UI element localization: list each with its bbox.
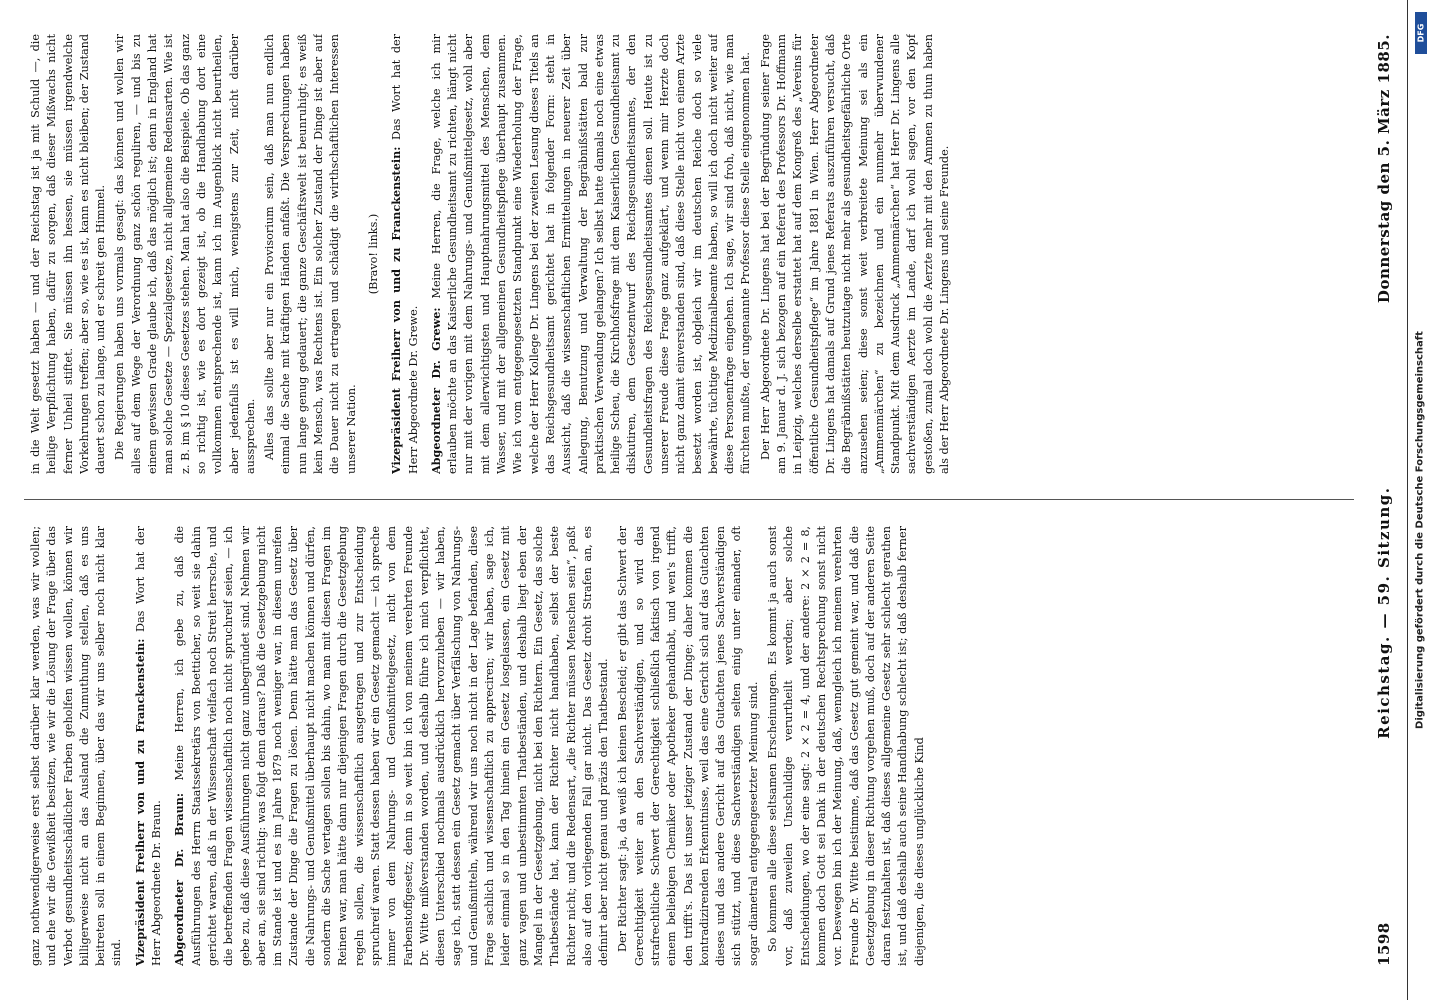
paragraph: Alles das sollte aber nur ein Provisorium sein, daß man nun endlich einmal die Sache mit kräftigen Händen anfaßt. Die Versprechungen haben nun lange genug gedauert; die ganze Geschäftswelt ist beunruhigt; es weiß kein Mensch, was Rechtens ist. Ein solcher Zustand der Dinge ist aber auf die Dauer nicht zu ertragen und schädigt die wirthschaftlichen Interessen unserer Nation. — [263, 34, 358, 474]
dfg-logo — [1415, 12, 1427, 54]
speaker-name: Vizepräsident Freiherr von und zu Franckenstein: — [132, 638, 147, 966]
speaker-paragraph — [388, 34, 422, 474]
paragraph: So kommen alle diese seltsamen Erscheinungen. Es kommt ja auch sonst vor, daß zuweilen Unschuldige verurtheilt werden; aber solche Entscheidungen, wo der eine sagt: 2 × 2 = 4, und der andere: 2 × 2 = 8, kommen doch Gott sei Dank in der deutschen Rechtsprechung sonst nicht vor. Deswegen bin ich der Meinung, daß, wenngleich ich meinem verehrten Freunde Dr. Witte beistimme, daß das Gesetz gut gemeint war, und daß die Gesetzgebung in dieser Richtung vorgehen muß, doch auf der anderen Seite daran festzuhalten ist, daß dieses allgemeine Gesetz sehr schlecht gerathen ist, und daß deshalb auch seine Handhabung schlecht ist; daß deshalb ferner diejenigen, die dieses unglückliche Kind — [766, 526, 926, 966]
digitization-note — [1412, 70, 1428, 990]
speaker-name: Abgeordneter Dr. Grewe: — [428, 307, 443, 474]
paragraph: Der Richter sagt: ja, da weiß ich keinen Bescheid; er gibt das Schwert der Gerechtigkeit weiter an den Sachverständigen, und so wird das strafrechtliche Schwert der Gerechtigkeit schließlich faktisch von irgend einem beliebigen Chemiker oder Apotheker gehandhabt, und wen's trifft, den trifft's. Das ist unser jetziger Zustand der Dinge; daher kommen die kontradizirenden Erkenntnisse, weil das eine Gericht sich auf das Gutachten dieses und das andere Gericht auf das Gutachten jenes Sachverständigen sich stützt, und diese Sachverständigen selten einig unter einander, oft sogar diametral entgegengesetzter Meinung sind. — [616, 526, 760, 966]
speech-text: Das Wort hat der Herr Abgeordnete Dr. Braun. — [133, 526, 164, 966]
speaker-name: Abgeordneter Dr. Braun: — [172, 792, 187, 966]
speech-text: Das Wort hat der Herr Abgeordnete Dr. Grewe. — [390, 34, 420, 474]
dfg-logo-text: DFG — [1416, 23, 1426, 43]
paragraph: Der Herr Abgeordnete Dr. Lingens hat bei der Begründung seiner Frage am 9. Januar d. J. sich bezogen auf ein Referat des Professors Dr. Hoffmann in Leipzig, welches derselbe erstattet hat auf dem Kongreß des „Vereins für öffentliche Gesundheitspflege“ im Jahre 1881 in Wien. Herr Abgeordneter Dr. Lingens hat damals auf Grund jenes Referats auszuführen versucht, daß die Begräbnißstätten heutzutage nicht mehr als gesundheitsgefährliche Orte anzusehen seien; diese sonst weit verbreitete Meinung sei als ein „Ammenmärchen“ zu bezeichnen und ein nunmehr überwundener Standpunkt. Mit dem Ausdruck „Ammenmärchen“ hat Herr Dr. Lingens alle sachverständigen Aerzte im Lande, darf ich wohl sagen, vor den Kopf gestoßen, zumal doch wohl die Aerzte mehr mit den Ammen zu thun haben als der Herr Abgeordnete Dr. Lingens und seine Freunde. — [758, 34, 952, 474]
session-title: Reichstag. — 59. Sitzung. — [1374, 486, 1393, 739]
right-column — [28, 34, 1348, 474]
left-column — [28, 526, 1348, 966]
speaker-paragraph — [132, 526, 166, 966]
paragraph: Die Regierungen haben uns vormals gesagt: das können und wollen wir alles auf dem Wege der Verordnung ganz schön reguliren, — und bis zu einem gewissen Grade glaube ich, daß das möglich ist; denn in England hat man solche Gesetze — Spezialgesetze, nicht allgemeine Redensarten. Wie ist z. B. im § 10 dieses Gesetzes stehen. Man hat also die Beispiele. Ob das ganz so richtig ist, wie es dort gezeigt ist, ob die Handhabung dort eine vollkommen entsprechende ist, kann ich im Augenblick nicht beurtheilen, aber jedenfalls ist es will mich, wenigstens zur Zeit, nicht darüber aussprechen. — [113, 34, 257, 474]
speaker-name: Vizepräsident Freiherr von und zu Franckenstein: — [389, 146, 404, 474]
page-number: 1598 — [1374, 922, 1393, 966]
paragraph: in die Welt gesetzt haben — und der Reichstag ist ja mit Schuld —, die heilige Verpflichtung haben, dafür zu sorgen, daß dieser Mißwachs nicht ferner Unheil stiftet. Sie müssen ihn hessen, sie müssen irgendwelche Vorkehrungen treffen; aber so, wie es ist, kann es nicht bleiben; der Zustand dauert schon zu lange, und er schreit gen Himmel. — [29, 34, 108, 474]
session-date: Donnerstag den 5. März 1885. — [1374, 34, 1393, 304]
column-divider — [24, 499, 1354, 500]
speech-text: Meine Herren, ich gebe zu, daß die Ausführungen des Herrn Staatssekretärs von Boetticher, so weit sie dahin gerichtet waren, daß in der Wissenschaft vielfach noch Streit herrsche, und die betreffenden Fragen wissenschaftlich noch nicht spruchreif seien, — ich gebe zu, daß diese Ausführungen nicht ganz unbegründet sind. Nehmen wir aber an, sie sind richtig: was folgt denn daraus? Daß die Gesetzgebung nicht im Stande ist und es im Jahre 1879 noch weniger war, in diesem unreifen Zustande der Dinge die Fragen zu lösen. Denn hätte man das Gesetz über die Nahrungs- und Genußmittel überhaupt nicht machen können und dürfen, sondern die Sache vertagen sollen bis dahin, wo man mit diesen Fragen im Reinen war, man hätte dann nur diejenigen Fragen durch die Gesetzgebung regeln sollen, die wissenschaftlich ausgetragen und zur Entscheidung spruchreif waren. Statt dessen haben wir ein Gesetz gemacht — ich spreche immer von dem Nahrungs- und Genußmittelgesetz, nicht von dem Farbenstoffgesetz; denn in so weit bin ich von meinem verehrten Freunde Dr. Witte mißverstanden worden, und deshalb führe ich mich verpflichtet, diesen Unterschied nochmals ausdrücklich hervorzuheben — wir haben, sage ich, statt dessen ein Gesetz gemacht über Verfälschung von Nahrungs- und Genußmitteln, während wir uns noch nicht in der Lage befanden, diese Frage sachlich und wissenschaftlich zu appreciren; wir haben, sage ich, leider einmal so in den Tag hinein ein Gesetz losgelassen, ein Gesetz mit ganz vagen und unbestimmten Thatbeständen, und deshalb liegt eben der Mangel in der Gesetzgebung, nicht bei den Richtern. Ein Gesetz, das solche Thatbestände hat, kann der Richter nicht handhaben, selbst der beste Richter nicht; und die Redensart, „die Richter müssen Menschen sein“, paßt also auf den vorliegenden Fall gar nicht. Das Gesetz droht Strafen an, es definirt aber nicht genau und präzis den Thatbestand. — [173, 526, 611, 966]
speech-text: Meine Herren, die Frage, welche ich mir erlauben möchte an das Kaiserliche Gesundheitsamt zu richten, hängt nicht nur mit der vorigen mit dem Nahrungs- und Genußmittelgesetz, wohl aber mit dem allerwichtigsten und Hauptnahrungsmittel des Menschen, dem Wasser, und mit der allgemeinen Gesundheitspflege überhaupt zusammen. Wie ich vom entgegengesetzten Standpunkt eine Wiederholung der Frage, welche der Herr Kollege Dr. Lingens bei der zweiten Lesung dieses Titels an das Reichsgesundheitsamt gerichtet hat in folgender Form: steht in Aussicht, daß die wissenschaftlichen Ermittelungen in neuerer Zeit über Anlegung, Benutzung und Verwaltung der Begräbnißstätten bald zur praktischen Verwendung gelangen? Ich selbst hatte damals noch eine etwas heilige Scheu, die Kirchhofsfrage mit dem Kaiserlichen Gesundheitsamt zu diskutiren, dem Gesetzentwurf des Reichsgesundheitsamtes, der den Gesundheitsfragen des Reichsgesundheitsamtes dienen soll. Heute ist zu unserer Freude diese Frage ganz aufgeklärt, und wenn mir Herzte doch nicht ganz damit einverstanden sind, daß diese Stelle nicht von einem Arzte besetzt worden ist, obgleich wir im deutschen Reiche doch so viele bewährte, tüchtige Medizinalbeamte haben, so will ich doch nicht weiter auf diese Personenfrage eingehen. Ich sage, wir sind froh, daß nicht, wie man fürchten mußte, der ungenannte Professor diese Stelle eingenommen hat. — [429, 34, 753, 474]
paragraph: ganz nothwendigerweise erst selbst darüber klar werden, was wir wollen; und ehe wir die Gewißheit besitzen, wie wir die Lösung der Frage über das Verbot gesundheitsschädlicher Farben geholfen wissen wollen, können wir billigerweise nicht an das Ausland die Zumuthung stellen, daß es uns beitreten soll in einem Beginnen, über das wir uns selber noch nicht klar sind. — [29, 526, 124, 966]
speaker-paragraph — [428, 34, 755, 474]
speaker-paragraph — [171, 526, 612, 966]
reaction-note: (Bravo! links.) — [366, 213, 380, 295]
page-header — [1360, 0, 1408, 1000]
digitization-note-text: Digitalisierung gefördert durch die Deutsche Forschungsgemeinschaft — [1414, 331, 1426, 729]
